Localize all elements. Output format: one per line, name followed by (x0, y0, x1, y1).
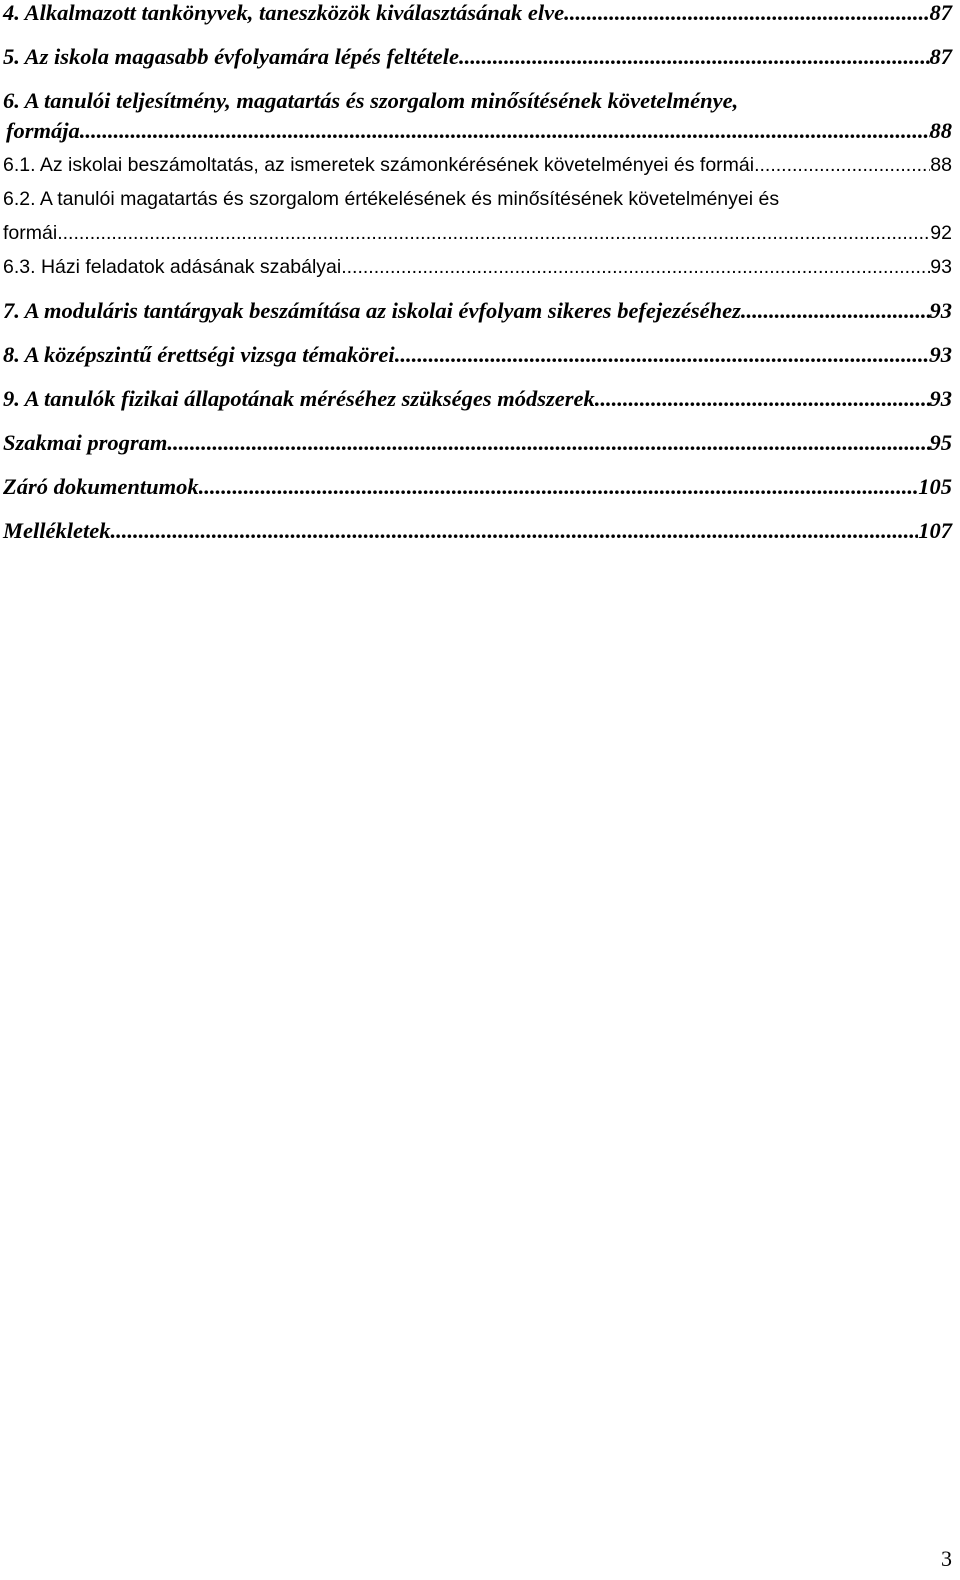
toc-entry[interactable] (3, 472, 952, 502)
toc-entry-page: 93 (929, 342, 952, 367)
toc-entry[interactable] (3, 42, 952, 72)
toc-leader-dots (395, 340, 930, 370)
toc-entry-label: 6.1. Az iskolai beszámoltatás, az ismeretek számonkérésének követelményei és formái (3, 154, 755, 176)
toc-entry[interactable] (3, 150, 952, 180)
toc-leader-dots (57, 218, 930, 248)
toc-entry-page: 88 (930, 154, 952, 176)
toc-entry-page: 95 (929, 430, 952, 455)
toc-entry-label: Záró dokumentumok (3, 474, 199, 499)
toc-entry-label: Mellékletek (3, 518, 111, 543)
toc-leader-dots (80, 116, 930, 146)
toc-entry[interactable] (3, 0, 952, 28)
toc-entry[interactable] (3, 384, 952, 414)
toc-entry-label-line: 6.2. A tanulói magatartás és szorgalom értékelésének és minősítésének követelményei és (3, 188, 780, 210)
toc-leader-dots (167, 428, 929, 458)
toc-entry-page: 107 (918, 518, 952, 543)
toc-entry-page: 92 (930, 222, 952, 244)
toc-leader-dots (741, 296, 930, 326)
toc-entry[interactable] (3, 86, 952, 146)
page-number: 3 (941, 1546, 952, 1571)
toc-leader-dots (341, 252, 930, 282)
toc-leader-dots (595, 384, 930, 414)
toc-entry[interactable] (3, 516, 952, 546)
toc-entry-label: formája (6, 118, 80, 143)
toc-entry[interactable] (3, 184, 952, 248)
toc-entry-label: 4. Alkalmazott tankönyvek, taneszközök kiválasztásának elve (3, 0, 565, 25)
toc-entry[interactable] (3, 428, 952, 458)
toc-leader-dots (459, 42, 930, 72)
toc-entry-page: 93 (930, 256, 952, 278)
toc-leader-dots (754, 150, 930, 180)
toc-entry-label: 9. A tanulók fizikai állapotának méréséhez szükséges módszerek (3, 386, 595, 411)
toc-entry[interactable] (3, 296, 952, 326)
toc-entry-page: 93 (929, 386, 952, 411)
toc-entry-label: formái (3, 222, 58, 244)
toc-entry-page: 87 (929, 0, 952, 25)
toc-leader-dots (110, 516, 918, 546)
toc-entry-label-line: 6. A tanulói teljesítmény, magatartás és szorgalom minősítésének követelménye, (3, 88, 739, 113)
toc-entry-label: 6.3. Házi feladatok adásának szabályai (3, 256, 342, 278)
toc-entry-page: 93 (929, 298, 952, 323)
toc-entry[interactable] (3, 252, 952, 282)
table-of-contents (3, 0, 952, 546)
toc-entry-page: 87 (929, 44, 952, 69)
toc-leader-dots (564, 0, 929, 28)
toc-entry-page: 105 (918, 474, 952, 499)
toc-entry[interactable] (3, 340, 952, 370)
toc-leader-dots (199, 472, 919, 502)
toc-entry-label: 7. A moduláris tantárgyak beszámítása az iskolai évfolyam sikeres befejezéséhez (3, 298, 741, 323)
toc-entry-label: 8. A középszintű érettségi vizsga témakörei (3, 342, 395, 367)
toc-entry-label: Szakmai program (3, 430, 168, 455)
toc-entry-page: 88 (929, 118, 952, 143)
toc-entry-label: 5. Az iskola magasabb évfolyamára lépés feltétele (3, 44, 459, 69)
